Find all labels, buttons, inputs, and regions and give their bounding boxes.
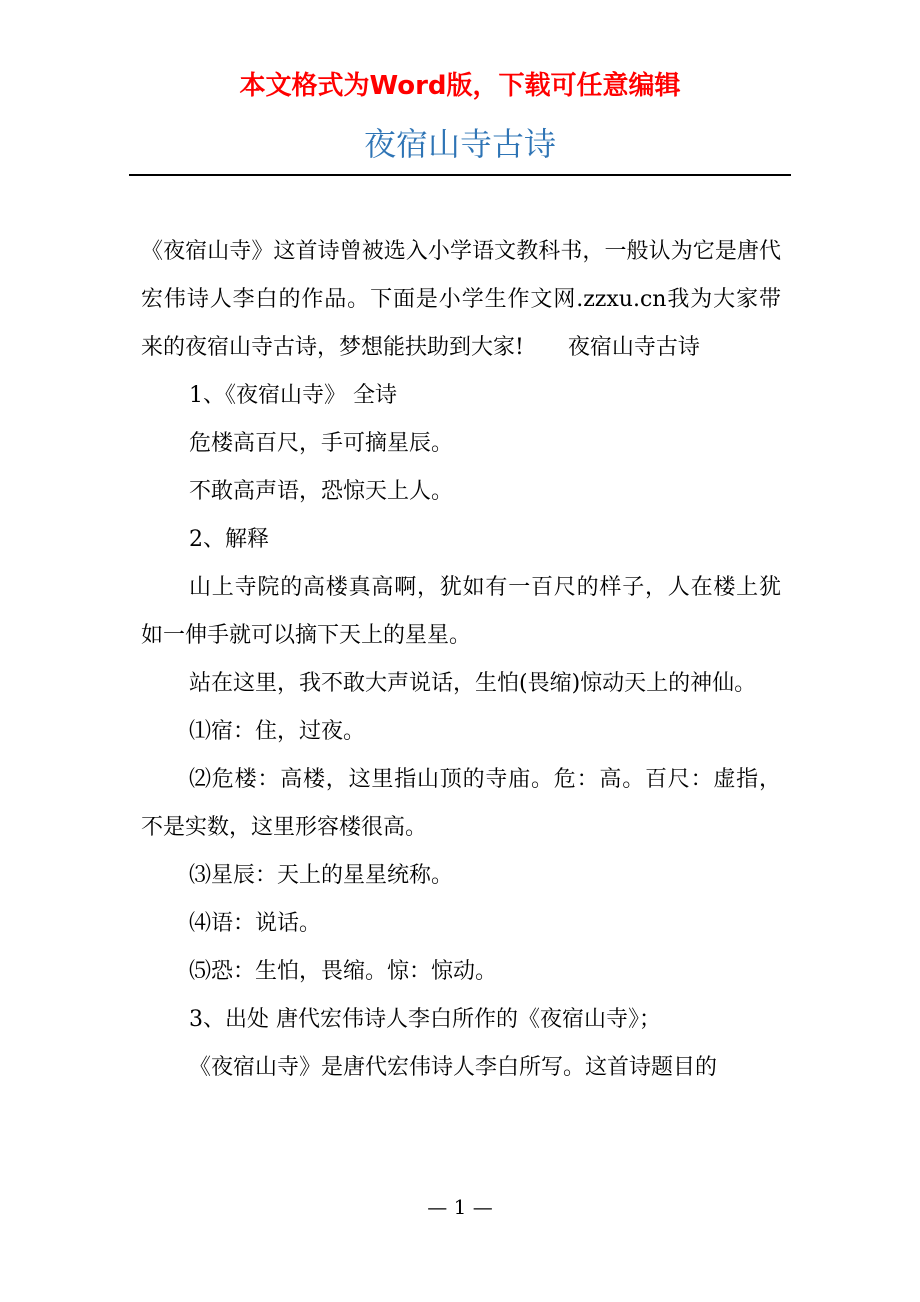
- title-divider: [129, 174, 791, 176]
- explanation-paragraph-2: 站在这里，我不敢大声说话，生怕(畏缩)惊动天上的神仙。: [189, 671, 757, 696]
- poem-line-2: 不敢高声语，恐惊天上人。: [189, 479, 454, 504]
- section-heading-poem: 1、《夜宿山寺》 全诗: [189, 383, 397, 408]
- note-item-5: ⑸恐：生怕，畏缩。惊：惊动。: [189, 959, 498, 984]
- intro-paragraph: 《夜宿山寺》这首诗曾被选入小学语文教科书，一般认为它是唐代宏伟诗人李白的作品。下面是小学生作文网.zzxu.cn我为大家带来的夜宿山寺古诗，梦想能扶助到大家! 夜宿山寺古诗: [141, 239, 781, 360]
- format-notice-banner: 本文格式为Word版，下载可任意编辑: [239, 71, 681, 101]
- note-item-4: ⑷语：说话。: [189, 911, 322, 936]
- note-item-2: ⑵危楼：高楼，这里指山顶的寺庙。危：高。百尺：虚指，不是实数，这里形容楼很高。: [141, 767, 781, 840]
- section-heading-source: 3、出处 唐代宏伟诗人李白所作的《夜宿山寺》；: [189, 1007, 661, 1032]
- explanation-paragraph-1: 山上寺院的高楼真高啊，犹如有一百尺的样子，人在楼上犹如一伸手就可以摘下天上的星星。: [141, 575, 781, 648]
- section-heading-explanation: 2、解释: [189, 527, 269, 552]
- document-body: [141, 228, 781, 1092]
- document-title: 夜宿山寺古诗: [363, 125, 556, 163]
- note-item-3: ⑶星辰：天上的星星统称。: [189, 863, 454, 888]
- poem-line-1: 危楼高百尺，手可摘星辰。: [189, 431, 454, 456]
- page-number: — 1 —: [427, 1195, 493, 1219]
- note-item-1: ⑴宿：住，过夜。: [189, 719, 366, 744]
- source-paragraph: 《夜宿山寺》是唐代宏伟诗人李白所写。这首诗题目的: [189, 1055, 718, 1080]
